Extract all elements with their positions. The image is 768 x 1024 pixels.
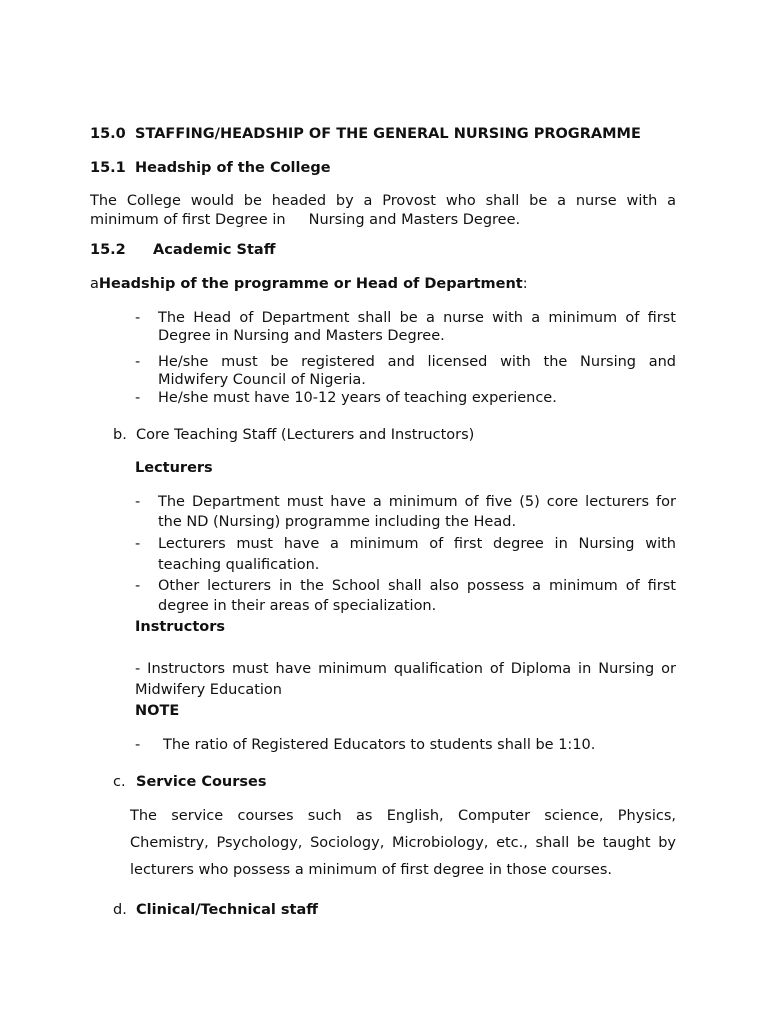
provost-paragraph-line-1: The College would be headed by a Provost who shall be a nurse with a bbox=[90, 193, 676, 209]
provost-paragraph-line-2: minimum of first Degree in Nursing and Masters Degree. bbox=[90, 212, 521, 228]
item-a-title: Headship of the programme or Head of Department bbox=[98, 276, 523, 292]
section-15-0-number: 15.0 bbox=[90, 126, 126, 142]
lecturer-bullet-2-line-1: Lecturers must have a minimum of first degree in Nursing with bbox=[158, 536, 676, 552]
item-d-title: Clinical/Technical staff bbox=[136, 902, 319, 918]
section-15-1-number: 15.1 bbox=[90, 160, 126, 176]
lecturer-bullet-2-line-2: teaching qualification. bbox=[158, 557, 320, 573]
bullet-dash: - bbox=[135, 354, 141, 370]
instructors-line-1: - Instructors must have minimum qualification of Diploma in Nursing or bbox=[135, 661, 676, 677]
section-15-2-number: 15.2 bbox=[90, 242, 126, 258]
item-a-suffix: : bbox=[522, 276, 528, 292]
item-d-marker: d. bbox=[113, 902, 127, 918]
section-15-1-title: Headship of the College bbox=[135, 160, 331, 176]
service-courses-line-2: Chemistry, Psychology, Sociology, Microbiology, etc., shall be taught by bbox=[130, 835, 676, 851]
item-a-marker: a bbox=[90, 276, 99, 292]
bullet-dash: - bbox=[135, 536, 141, 552]
bullet-dash: - bbox=[135, 737, 141, 753]
instructors-line-2: Midwifery Education bbox=[135, 682, 282, 698]
lecturer-bullet-1-line-1: The Department must have a minimum of five (5) core lecturers for bbox=[158, 494, 676, 510]
item-b-marker: b. bbox=[113, 427, 127, 443]
note-text: The ratio of Registered Educators to students shall be 1:10. bbox=[163, 737, 596, 753]
item-c-title: Service Courses bbox=[136, 774, 267, 790]
lecturers-heading: Lecturers bbox=[135, 460, 213, 476]
hod-bullet-1-line-1: The Head of Department shall be a nurse with a minimum of first bbox=[158, 310, 676, 326]
service-courses-line-1: The service courses such as English, Computer science, Physics, bbox=[130, 808, 676, 824]
service-courses-line-3: lecturers who possess a minimum of first degree in those courses. bbox=[130, 862, 612, 878]
bullet-dash: - bbox=[135, 310, 141, 326]
lecturer-bullet-3-line-2: degree in their areas of specialization. bbox=[158, 598, 437, 614]
instructors-heading: Instructors bbox=[135, 619, 226, 635]
section-15-0-title: STAFFING/HEADSHIP OF THE GENERAL NURSING PROGRAMME bbox=[135, 126, 641, 142]
note-heading: NOTE bbox=[135, 703, 180, 719]
hod-bullet-2-line-1: He/she must be registered and licensed with the Nursing and bbox=[158, 354, 676, 370]
bullet-dash: - bbox=[135, 578, 141, 594]
bullet-dash: - bbox=[135, 494, 141, 510]
lecturer-bullet-1-line-2: the ND (Nursing) programme including the Head. bbox=[158, 514, 517, 530]
section-15-2-title: Academic Staff bbox=[153, 242, 276, 258]
item-a-heading bbox=[90, 276, 528, 292]
hod-bullet-1-line-2: Degree in Nursing and Masters Degree. bbox=[158, 328, 445, 344]
item-c-marker: c. bbox=[113, 774, 126, 790]
hod-bullet-3: He/she must have 10-12 years of teaching experience. bbox=[158, 390, 557, 406]
bullet-dash: - bbox=[135, 390, 141, 406]
item-b-title: Core Teaching Staff (Lecturers and Instructors) bbox=[136, 427, 475, 443]
lecturer-bullet-3-line-1: Other lecturers in the School shall also possess a minimum of first bbox=[158, 578, 676, 594]
hod-bullet-2-line-2: Midwifery Council of Nigeria. bbox=[158, 372, 366, 388]
